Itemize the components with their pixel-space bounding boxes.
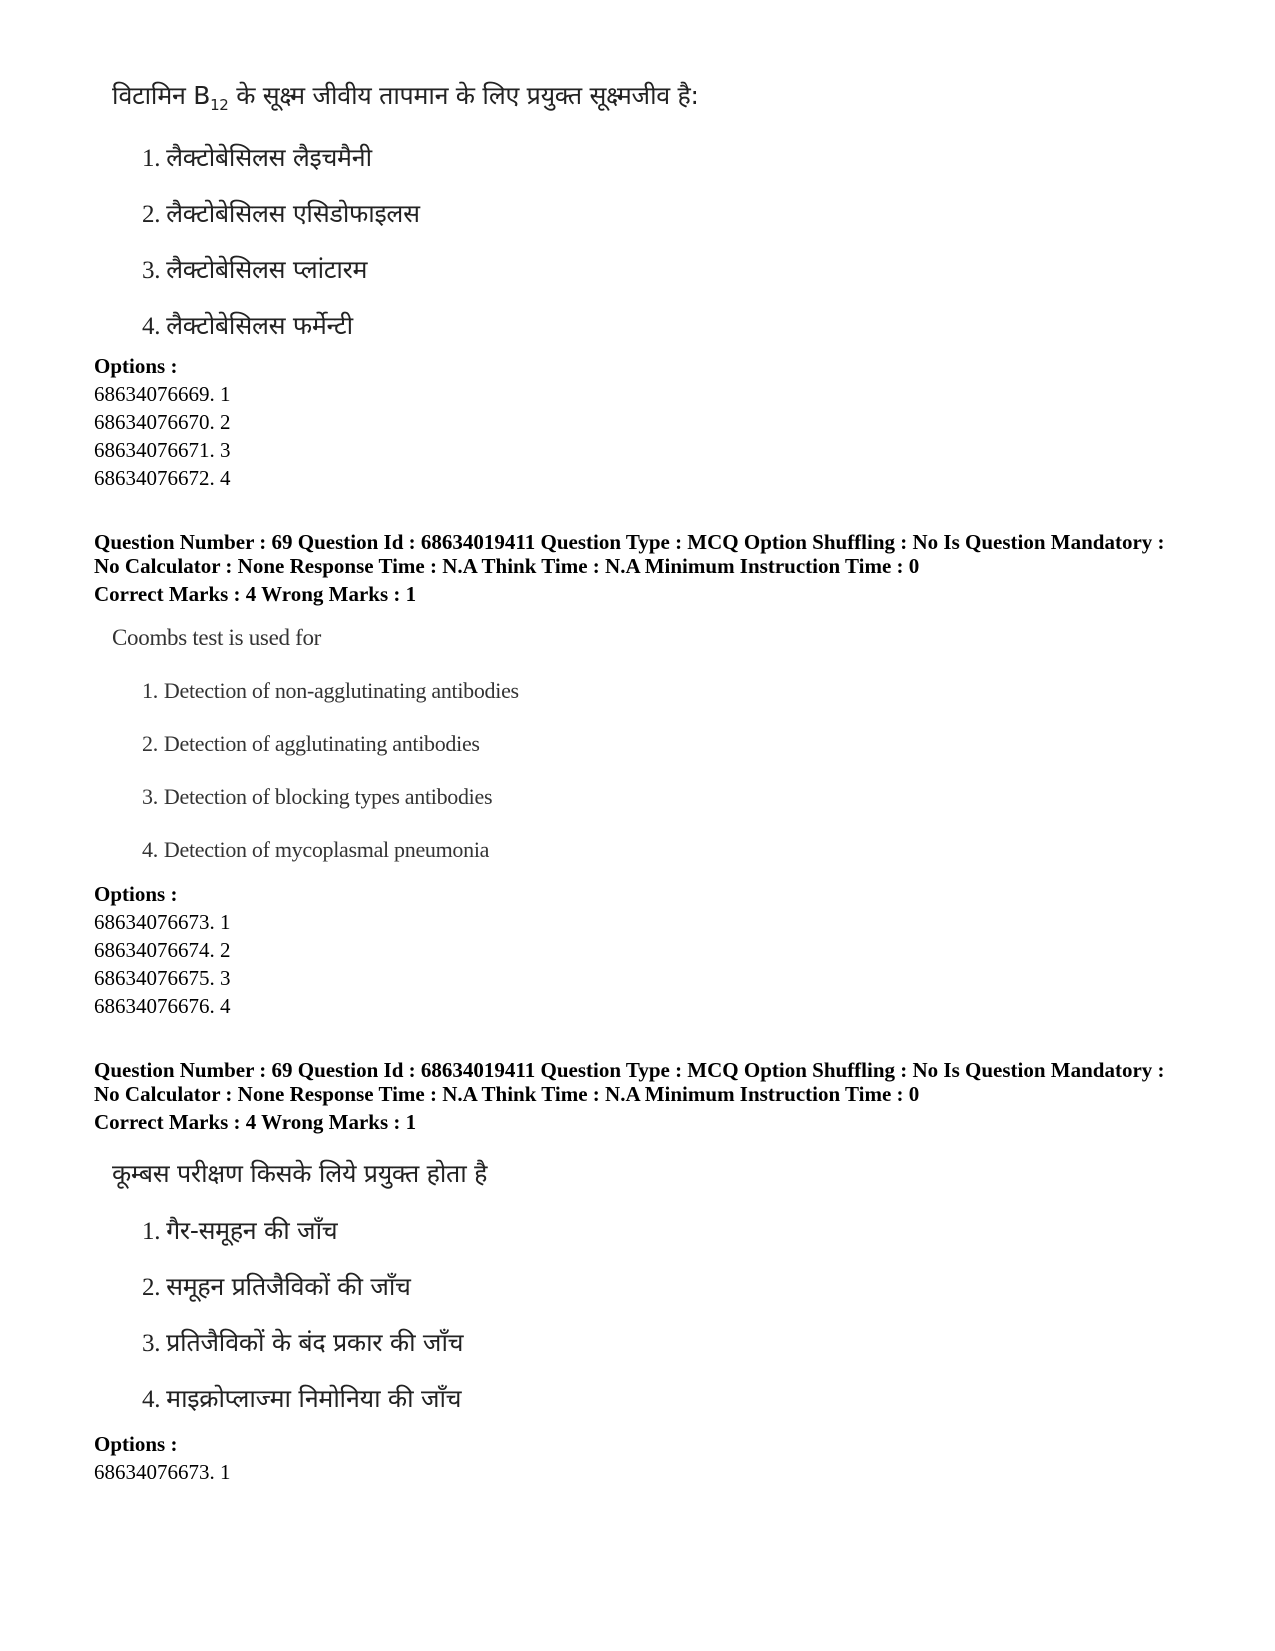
choice-number: 2. [142,731,158,756]
subscript: 12 [210,96,229,114]
choice-text: गैर-समूहन की जाँच [166,1216,338,1245]
choice-number: 1. [142,678,158,703]
option-id: 68634076669. 1 [94,382,231,406]
choice-text: माइक्रोप्लाज्मा निमोनिया की जाँच [166,1384,462,1413]
question-text-prefix: विटामिन B [112,81,211,110]
answer-choice [142,308,353,342]
choice-text: लैक्टोबेसिलस फर्मेन्टी [166,311,353,340]
option-id: 68634076671. 3 [94,438,231,462]
question-meta-line: Question Number : 69 Question Id : 68634019411 Question Type : MCQ Option Shuffling : No Is Question Mandatory : [94,1058,1165,1082]
option-id: 68634076673. 1 [94,1460,231,1484]
choice-text: लैक्टोबेसिलस लैइचमैनी [166,143,372,172]
choice-text: लैक्टोबेसिलस प्लांटारम [166,255,368,284]
answer-choice [142,1213,337,1247]
choice-number: 2. [142,1274,161,1301]
option-id: 68634076675. 3 [94,966,231,990]
choice-text: Detection of blocking types antibodies [163,784,493,809]
choice-number: 4. [142,313,161,340]
choice-text: Detection of agglutinating antibodies [163,731,480,756]
choice-number: 2. [142,201,161,228]
choice-number: 4. [142,1386,161,1413]
answer-choice [142,1381,461,1415]
answer-choice [142,731,480,757]
choice-text: लैक्टोबेसिलस एसिडोफाइलस [166,199,420,228]
choice-number: 3. [142,784,158,809]
choice-text: Detection of non-agglutinating antibodies [163,678,519,703]
question-meta-line: No Calculator : None Response Time : N.A Think Time : N.A Minimum Instruction Time : 0 [94,1082,920,1106]
question-text-suffix: के सूक्ष्म जीवीय तापमान के लिए प्रयुक्त सूक्ष्मजीव है: [228,81,699,110]
answer-choice [142,1325,463,1359]
question-text: कूम्बस परीक्षण किसके लिये प्रयुक्त होता है [112,1159,488,1188]
answer-choice [142,784,492,810]
marks-info: Correct Marks : 4 Wrong Marks : 1 [94,582,417,606]
option-id: 68634076676. 4 [94,994,231,1018]
answer-choice [142,252,367,286]
question-meta-line: No Calculator : None Response Time : N.A Think Time : N.A Minimum Instruction Time : 0 [94,554,920,578]
choice-number: 4. [142,837,158,862]
option-id: 68634076670. 2 [94,410,231,434]
choice-text: Detection of mycoplasmal pneumonia [163,837,490,862]
option-id: 68634076674. 2 [94,938,231,962]
answer-choice [142,196,420,230]
question-meta [94,1058,1204,1106]
answer-choice [142,1269,411,1303]
choice-text: समूहन प्रतिजैविकों की जाँच [166,1272,411,1301]
choice-number: 3. [142,1330,161,1357]
options-label: Options : [94,1432,178,1456]
options-label: Options : [94,882,178,906]
answer-choice [142,140,372,174]
choice-number: 3. [142,257,161,284]
question-meta-line: Question Number : 69 Question Id : 68634019411 Question Type : MCQ Option Shuffling : No Is Question Mandatory : [94,530,1165,554]
choice-number: 1. [142,1218,161,1245]
marks-info: Correct Marks : 4 Wrong Marks : 1 [94,1110,417,1134]
choice-text: प्रतिजैविकों के बंद प्रकार की जाँच [166,1328,464,1357]
choice-number: 1. [142,145,161,172]
option-id: 68634076672. 4 [94,466,231,490]
question-meta [94,530,1204,578]
question-text: Coombs test is used for [112,625,322,650]
answer-choice [142,678,519,704]
option-id: 68634076673. 1 [94,910,231,934]
question-text [112,78,699,114]
options-label: Options : [94,354,178,378]
answer-choice [142,837,489,863]
